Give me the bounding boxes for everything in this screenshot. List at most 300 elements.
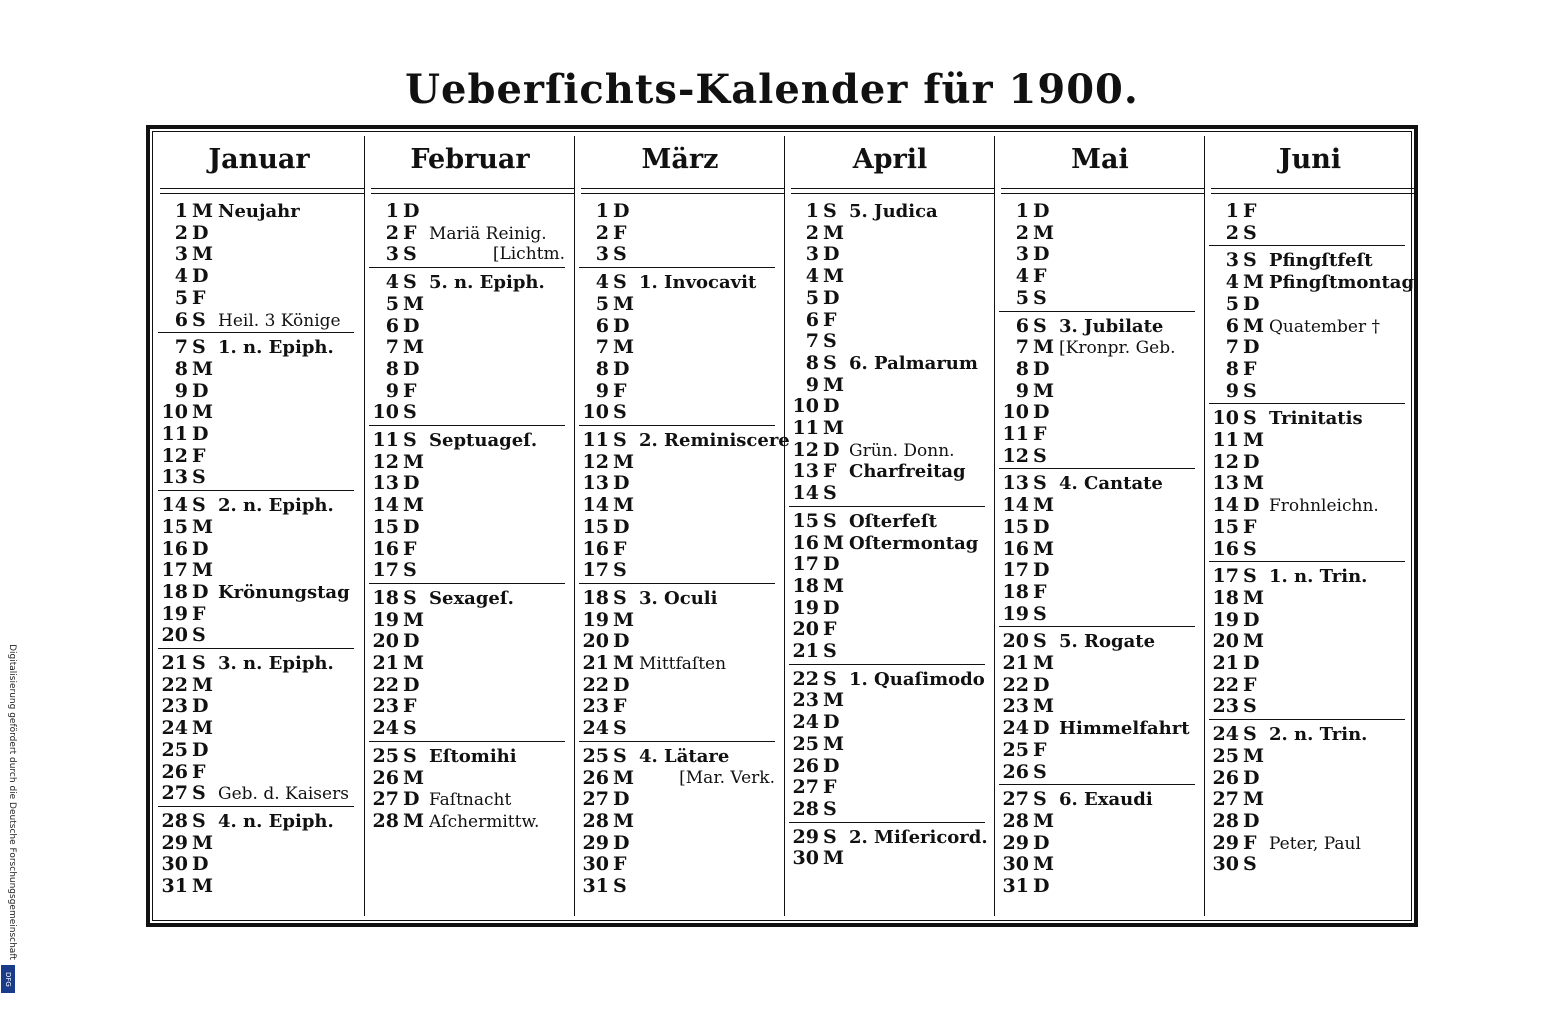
weekday-letter: M	[192, 243, 214, 266]
weekday-letter: D	[823, 286, 840, 309]
day-number: 20	[372, 630, 399, 653]
day-row	[789, 776, 991, 798]
day-number: 3	[174, 243, 188, 266]
weekday-letter: M	[403, 494, 425, 517]
weekday-letter: M	[1243, 788, 1265, 811]
day-row	[1209, 472, 1411, 494]
day-row	[789, 826, 991, 848]
feast-day-note: 1. Quaſimodo	[849, 668, 985, 690]
weekday-letter: S	[613, 586, 627, 609]
day-row	[158, 538, 360, 560]
weekday-letter: S	[1243, 853, 1257, 876]
day-number: 25	[1212, 744, 1239, 767]
feast-day-note: [Mar. Verk.	[679, 767, 775, 788]
day-number: 1	[1015, 200, 1029, 222]
weekday-letter: M	[1033, 494, 1055, 517]
day-number: 30	[582, 853, 609, 876]
day-number: 18	[161, 580, 188, 603]
day-row	[1209, 630, 1411, 652]
day-number: 16	[161, 537, 188, 560]
header-rule	[1001, 188, 1205, 194]
weekday-letter: M	[613, 766, 635, 789]
day-number: 17	[1002, 559, 1029, 582]
feast-day-note: 2. n. Epiph.	[218, 495, 334, 517]
day-row	[789, 711, 991, 733]
weekday-letter: S	[1033, 630, 1047, 653]
day-row	[999, 445, 1201, 467]
day-number: 17	[582, 559, 609, 582]
feast-day-note: 2. Miſericord.	[849, 826, 988, 848]
day-number: 18	[582, 586, 609, 609]
weekday-letter: M	[192, 831, 214, 854]
day-number: 22	[161, 673, 188, 696]
day-number: 21	[1212, 652, 1239, 674]
day-number: 5	[805, 286, 819, 309]
day-row	[999, 358, 1201, 380]
day-number: 3	[805, 243, 819, 266]
day-number: 21	[792, 640, 819, 662]
day-number: 22	[1212, 673, 1239, 696]
day-row	[579, 745, 781, 767]
weekday-letter: M	[1243, 271, 1265, 294]
week-rule	[158, 648, 354, 649]
day-number: 8	[1015, 357, 1029, 380]
day-number: 10	[792, 395, 819, 418]
weekday-letter: S	[403, 586, 417, 609]
feast-day-note: 6. Exaudi	[1059, 789, 1153, 811]
day-row	[999, 739, 1201, 761]
day-row	[158, 782, 360, 804]
weekday-letter: M	[1243, 429, 1265, 451]
weekday-letter: M	[1243, 314, 1265, 337]
day-row	[1209, 767, 1411, 789]
day-row	[369, 336, 571, 358]
day-row	[1209, 358, 1411, 380]
day-number: 28	[161, 809, 188, 832]
weekday-letter: M	[613, 450, 635, 473]
month-name: Januar	[208, 144, 310, 175]
day-number: 8	[174, 357, 188, 380]
weekday-letter: F	[192, 286, 206, 309]
day-number: 22	[1002, 673, 1029, 696]
day-number: 2	[1015, 221, 1029, 244]
day-row	[999, 516, 1201, 538]
day-row	[158, 401, 360, 423]
day-number: 24	[161, 717, 188, 740]
day-number: 6	[1015, 314, 1029, 337]
weekday-letter: F	[613, 221, 627, 244]
weekday-letter: F	[403, 695, 417, 718]
day-row	[789, 460, 991, 482]
weekday-letter: S	[613, 243, 627, 266]
feast-day-note: 5. Judica	[849, 201, 938, 222]
weekday-letter: D	[1243, 494, 1260, 517]
day-number: 9	[1015, 379, 1029, 402]
day-number: 23	[1002, 695, 1029, 718]
month-name: April	[852, 144, 928, 175]
weekday-letter: S	[1033, 472, 1047, 495]
weekday-letter: M	[192, 357, 214, 380]
day-number: 23	[792, 689, 819, 712]
weekday-letter: S	[192, 494, 206, 517]
day-number: 17	[161, 559, 188, 582]
weekday-letter: S	[403, 717, 417, 740]
day-number: 14	[161, 494, 188, 517]
day-row	[999, 581, 1201, 603]
weekday-letter: D	[1033, 831, 1050, 854]
day-number: 22	[792, 667, 819, 690]
weekday-letter: M	[192, 559, 214, 582]
day-row	[579, 293, 781, 315]
day-number: 31	[582, 875, 609, 897]
weekday-letter: D	[403, 200, 420, 222]
day-row	[579, 380, 781, 402]
weekday-letter: D	[823, 553, 840, 576]
weekday-letter: D	[192, 221, 209, 244]
day-number: 4	[1225, 271, 1239, 294]
day-number: 9	[385, 379, 399, 402]
weekday-letter: D	[1243, 292, 1260, 315]
weekday-letter: M	[823, 847, 845, 870]
weekday-letter: S	[613, 717, 627, 740]
day-row	[158, 200, 360, 222]
day-number: 3	[595, 243, 609, 266]
day-row	[579, 853, 781, 875]
feast-day-note: 5. Rogate	[1059, 631, 1156, 653]
month-column-maerz	[574, 136, 790, 916]
weekday-letter: M	[1243, 472, 1265, 495]
day-number: 28	[1002, 809, 1029, 832]
day-number: 4	[1015, 265, 1029, 288]
weekday-letter: S	[192, 336, 206, 359]
day-row	[369, 630, 571, 652]
day-row	[369, 652, 571, 674]
day-row	[158, 810, 360, 832]
day-number: 12	[1212, 450, 1239, 473]
day-row	[369, 243, 571, 265]
weekday-letter: S	[1033, 788, 1047, 811]
day-row	[789, 374, 991, 396]
day-row	[579, 472, 781, 494]
day-number: 11	[372, 429, 399, 451]
feast-day-note: 3. Jubilate	[1059, 315, 1164, 337]
week-rule	[1209, 245, 1405, 246]
weekday-letter: F	[613, 379, 627, 402]
feast-day-note: 1. n. Epiph.	[218, 337, 334, 359]
day-number: 16	[372, 537, 399, 560]
weekday-letter: M	[192, 717, 214, 740]
weekday-letter: M	[192, 515, 214, 538]
day-number: 25	[161, 738, 188, 761]
weekday-letter: S	[613, 429, 627, 451]
weekday-letter: F	[613, 695, 627, 718]
day-row	[789, 243, 991, 265]
day-number: 14	[792, 482, 819, 505]
weekday-letter: M	[192, 401, 214, 424]
day-row	[1209, 832, 1411, 854]
day-row	[789, 689, 991, 711]
day-number: 13	[372, 472, 399, 495]
day-row	[579, 875, 781, 897]
day-row	[999, 287, 1201, 309]
week-rule	[1209, 719, 1405, 720]
day-row	[369, 222, 571, 244]
day-row	[369, 810, 571, 832]
feast-day-note: Mittfaſten	[639, 654, 727, 674]
day-number: 26	[372, 766, 399, 789]
weekday-letter: S	[823, 482, 837, 505]
weekday-letter: F	[403, 537, 417, 560]
weekday-letter: S	[823, 640, 837, 662]
day-number: 18	[372, 586, 399, 609]
day-row	[579, 630, 781, 652]
day-row	[579, 271, 781, 293]
weekday-letter: F	[1033, 738, 1047, 761]
day-number: 20	[1002, 630, 1029, 653]
weekday-letter: D	[613, 357, 630, 380]
weekday-letter: S	[1243, 695, 1257, 718]
day-row	[158, 287, 360, 309]
day-number: 8	[385, 357, 399, 380]
weekday-letter: S	[192, 652, 206, 674]
weekday-letter: D	[1243, 608, 1260, 631]
day-number: 27	[1002, 788, 1029, 811]
day-row	[579, 516, 781, 538]
day-row	[999, 810, 1201, 832]
day-row	[789, 417, 991, 439]
day-row	[789, 287, 991, 309]
day-number: 21	[372, 652, 399, 674]
day-row	[789, 200, 991, 222]
month-name: Mai	[1071, 144, 1129, 175]
weekday-letter: D	[403, 630, 420, 653]
day-number: 10	[161, 401, 188, 424]
weekday-letter: F	[1033, 580, 1047, 603]
day-number: 27	[161, 782, 188, 805]
weekday-letter: D	[192, 738, 209, 761]
weekday-letter: F	[823, 618, 837, 641]
weekday-letter: M	[823, 531, 845, 554]
day-number: 11	[161, 423, 188, 445]
weekday-letter: M	[1033, 537, 1055, 560]
weekday-letter: M	[613, 809, 635, 832]
day-number: 13	[1212, 472, 1239, 495]
day-row	[579, 559, 781, 581]
day-number: 2	[385, 221, 399, 244]
weekday-letter: F	[1243, 831, 1257, 854]
calendar-title: Ueberſichts-Kalender für 1900.	[405, 66, 1139, 113]
day-number: 4	[385, 271, 399, 294]
weekday-letter: S	[823, 200, 837, 222]
day-row	[369, 358, 571, 380]
weekday-letter: D	[403, 357, 420, 380]
weekday-letter: M	[1033, 809, 1055, 832]
day-row	[1209, 745, 1411, 767]
day-number: 4	[805, 265, 819, 288]
day-row	[158, 581, 360, 603]
weekday-letter: M	[613, 494, 635, 517]
feast-day-note: Mariä Reinig.	[429, 223, 547, 244]
day-row	[1209, 788, 1411, 810]
day-row	[1209, 723, 1411, 745]
weekday-letter: S	[403, 271, 417, 294]
day-number: 6	[595, 314, 609, 337]
day-number: 2	[595, 221, 609, 244]
weekday-letter: F	[1243, 673, 1257, 696]
day-row	[579, 401, 781, 423]
day-row	[369, 315, 571, 337]
day-row	[158, 739, 360, 761]
weekday-letter: M	[403, 652, 425, 674]
week-rule	[999, 468, 1195, 469]
day-row	[789, 847, 991, 869]
weekday-letter: M	[613, 652, 635, 674]
weekday-letter: S	[403, 243, 417, 266]
day-row	[1209, 674, 1411, 696]
weekday-letter: M	[613, 336, 635, 359]
day-row	[158, 853, 360, 875]
day-row	[158, 559, 360, 581]
day-row	[1209, 249, 1411, 271]
day-row	[369, 788, 571, 810]
day-row	[1209, 451, 1411, 473]
weekday-letter: M	[613, 292, 635, 315]
day-row	[999, 494, 1201, 516]
day-row	[579, 674, 781, 696]
day-row	[999, 630, 1201, 652]
day-row	[158, 516, 360, 538]
day-number: 28	[372, 809, 399, 832]
day-row	[789, 222, 991, 244]
weekday-letter: F	[192, 602, 206, 625]
day-number: 28	[1212, 809, 1239, 832]
day-number: 11	[792, 417, 819, 439]
day-number: 17	[372, 559, 399, 582]
day-number: 2	[1225, 221, 1239, 244]
weekday-letter: F	[1243, 357, 1257, 380]
day-row	[369, 494, 571, 516]
day-row	[789, 510, 991, 532]
day-number: 2	[805, 221, 819, 244]
day-row	[999, 538, 1201, 560]
header-rule	[371, 188, 575, 194]
weekday-letter: S	[613, 271, 627, 294]
day-number: 1	[174, 200, 188, 222]
day-row	[1209, 271, 1415, 294]
day-number: 28	[582, 809, 609, 832]
weekday-letter: S	[192, 624, 206, 647]
weekday-letter: F	[613, 853, 627, 876]
weekday-letter: S	[1033, 444, 1047, 467]
day-row	[999, 243, 1201, 265]
day-row	[999, 832, 1201, 854]
feast-day-note: Geb. d. Kaisers	[218, 784, 349, 805]
day-number: 9	[595, 379, 609, 402]
day-row	[579, 336, 781, 358]
day-number: 20	[1212, 630, 1239, 653]
feast-day-note: 2. n. Trin.	[1269, 724, 1368, 746]
weekday-letter: M	[403, 608, 425, 631]
day-number: 27	[582, 788, 609, 811]
weekday-letter: M	[1033, 853, 1055, 876]
day-row	[999, 315, 1201, 337]
day-number: 5	[595, 292, 609, 315]
day-row	[158, 445, 360, 467]
day-number: 17	[792, 553, 819, 576]
weekday-letter: M	[823, 417, 845, 439]
day-row	[579, 767, 781, 789]
day-number: 7	[1015, 336, 1029, 359]
day-number: 4	[595, 271, 609, 294]
day-row	[789, 265, 991, 287]
feast-day-note: 4. Lätare	[639, 745, 730, 767]
day-row	[999, 222, 1201, 244]
day-number: 14	[582, 494, 609, 517]
day-number: 17	[1212, 565, 1239, 588]
day-number: 10	[1002, 401, 1029, 424]
day-number: 24	[792, 711, 819, 734]
day-number: 23	[372, 695, 399, 718]
day-number: 21	[161, 652, 188, 674]
weekday-letter: S	[1033, 286, 1047, 309]
day-row	[158, 652, 360, 674]
weekday-letter: D	[192, 537, 209, 560]
weekday-letter: S	[403, 429, 417, 451]
day-row	[158, 624, 360, 646]
day-number: 23	[582, 695, 609, 718]
day-row	[999, 761, 1201, 783]
day-row	[789, 798, 991, 820]
day-row	[369, 609, 571, 631]
weekday-letter: M	[1243, 586, 1265, 609]
weekday-letter: S	[823, 825, 837, 848]
day-row	[369, 717, 571, 739]
weekday-letter: D	[613, 472, 630, 495]
weekday-letter: S	[613, 559, 627, 582]
day-number: 16	[792, 531, 819, 554]
weekday-letter: M	[192, 673, 214, 696]
day-row	[158, 695, 360, 717]
feast-day-note: Heil. 3 Könige	[218, 310, 341, 331]
week-rule	[158, 490, 354, 491]
day-number: 1	[1225, 200, 1239, 222]
month-name: März	[641, 144, 719, 175]
week-rule	[789, 822, 985, 823]
day-number: 13	[161, 466, 188, 489]
week-rule	[158, 806, 354, 807]
feast-day-note: Frohnleichn.	[1269, 496, 1379, 517]
feast-day-note: 5. n. Epiph.	[429, 272, 545, 294]
feast-day-note: 1. n. Trin.	[1269, 566, 1368, 588]
day-number: 19	[161, 602, 188, 625]
day-row	[999, 652, 1201, 674]
day-row	[789, 575, 991, 597]
day-row	[579, 695, 781, 717]
day-row	[158, 674, 360, 696]
day-row	[369, 674, 571, 696]
weekday-letter: S	[823, 797, 837, 820]
day-number: 18	[1212, 586, 1239, 609]
day-number: 12	[372, 450, 399, 473]
day-row	[369, 745, 571, 767]
weekday-letter: S	[823, 509, 837, 532]
day-number: 23	[1212, 695, 1239, 718]
weekday-letter: D	[403, 673, 420, 696]
feast-day-note: Trinitatis	[1269, 408, 1363, 430]
day-row	[369, 429, 571, 451]
weekday-letter: D	[1243, 766, 1260, 789]
day-row	[999, 674, 1201, 696]
